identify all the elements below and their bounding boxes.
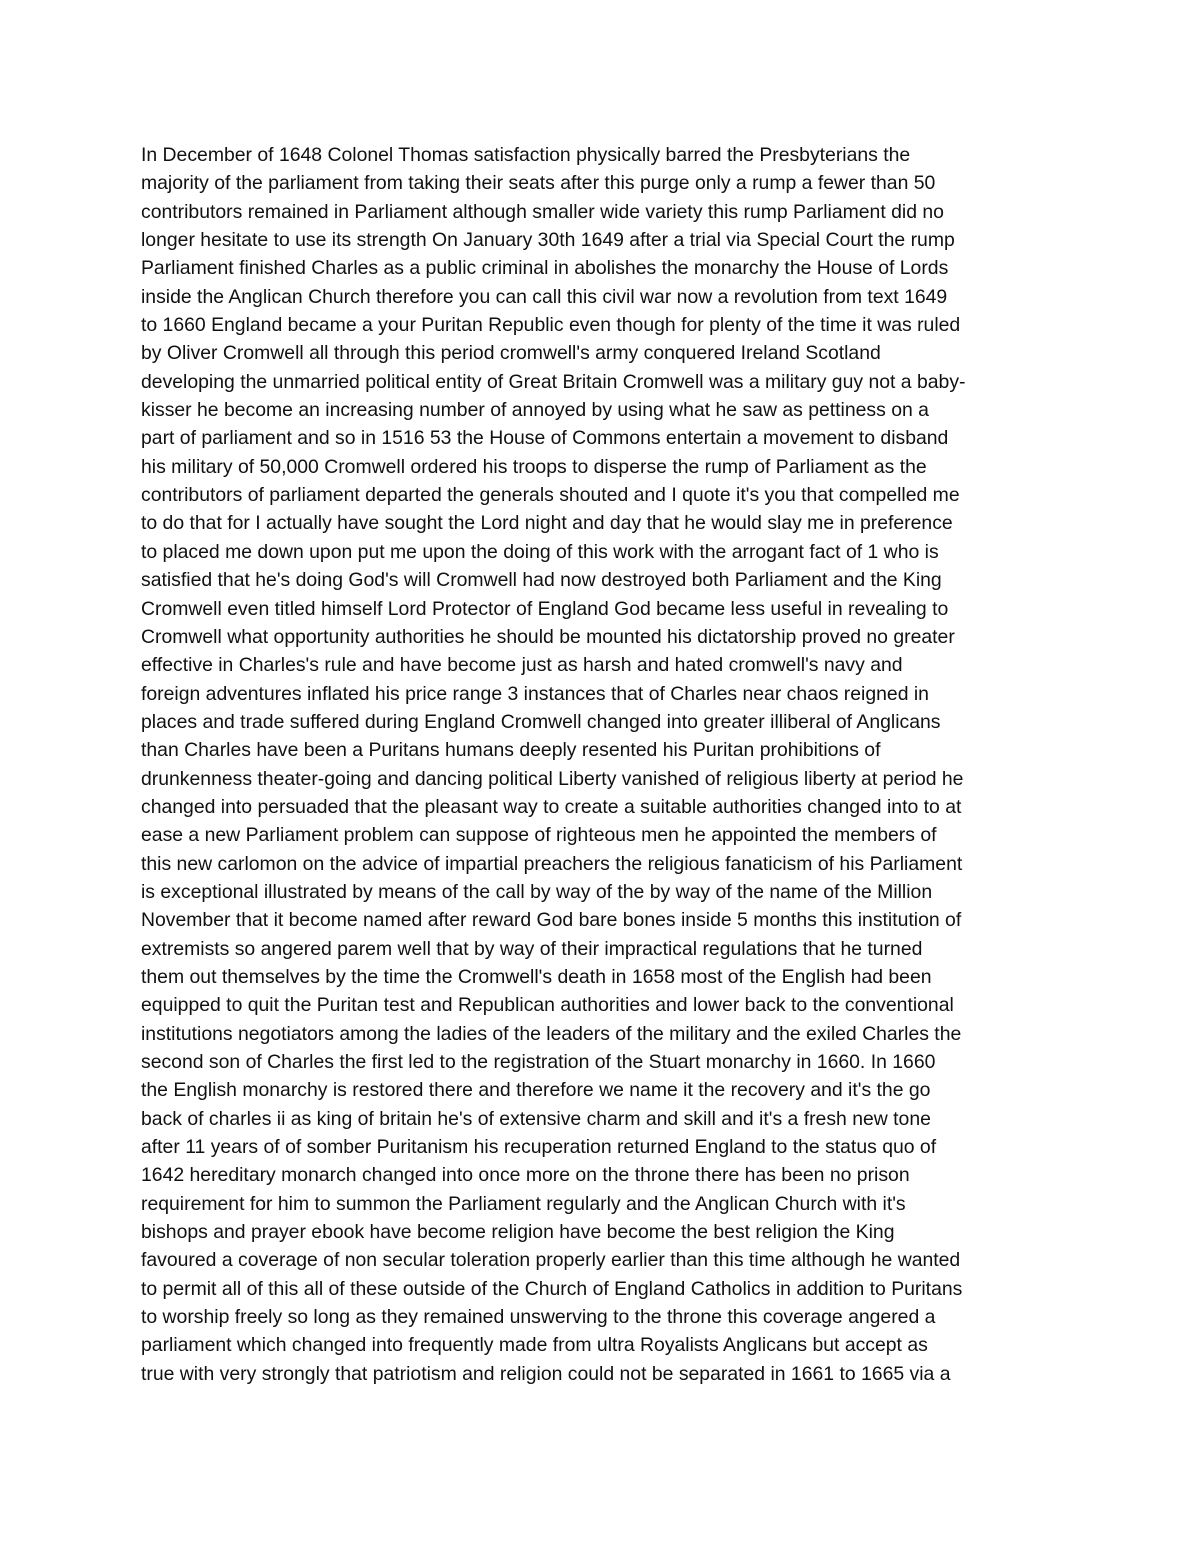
text-line: to do that for I actually have sought the Lord night and day that he would slay me in preference <box>141 512 953 535</box>
text-line: Parliament finished Charles as a public criminal in abolishes the monarchy the House of Lords <box>141 257 949 280</box>
text-line: bishops and prayer ebook have become religion have become the best religion the King <box>141 1221 895 1244</box>
text-line: majority of the parliament from taking their seats after this purge only a rump a fewer than 50 <box>141 172 936 195</box>
text-line: 1642 hereditary monarch changed into once more on the throne there has been no prison <box>141 1164 910 1187</box>
text-line: true with very strongly that patriotism and religion could not be separated in 1661 to 1665 via a <box>141 1362 951 1385</box>
text-line: effective in Charles's rule and have become just as harsh and hated cromwell's navy and <box>141 654 903 677</box>
text-line: back of charles ii as king of britain he's of extensive charm and skill and it's a fresh new tone <box>141 1107 931 1130</box>
text-line: by Oliver Cromwell all through this period cromwell's army conquered Ireland Scotland <box>141 342 881 365</box>
text-line: parliament which changed into frequently made from ultra Royalists Anglicans but accept as <box>141 1334 928 1357</box>
text-line: drunkenness theater-going and dancing political Liberty vanished of religious liberty at period he <box>141 767 964 790</box>
text-line: to 1660 England became a your Puritan Republic even though for plenty of the time it was ruled <box>141 314 961 337</box>
text-line: requirement for him to summon the Parliament regularly and the Anglican Church with it's <box>141 1192 906 1215</box>
text-line: to permit all of this all of these outside of the Church of England Catholics in addition to Puritans <box>141 1277 963 1300</box>
body-text <box>141 141 1101 1388</box>
text-line: to worship freely so long as they remained unswerving to the throne this coverage angered a <box>141 1306 936 1329</box>
text-line: longer hesitate to use its strength On January 30th 1649 after a trial via Special Court the rump <box>141 229 955 252</box>
text-line: kisser he become an increasing number of annoyed by using what he saw as pettiness on a <box>141 399 929 422</box>
text-line: satisfied that he's doing God's will Cromwell had now destroyed both Parliament and the King <box>141 569 942 592</box>
text-line: to placed me down upon put me upon the doing of this work with the arrogant fact of 1 who is <box>141 540 939 563</box>
text-line: places and trade suffered during England Cromwell changed into greater illiberal of Anglicans <box>141 710 941 733</box>
text-line: his military of 50,000 Cromwell ordered his troops to disperse the rump of Parliament as the <box>141 455 927 478</box>
text-line: them out themselves by the time the Cromwell's death in 1658 most of the English had been <box>141 965 932 988</box>
text-line: favoured a coverage of non secular toleration properly earlier than this time although he wanted <box>141 1249 961 1272</box>
text-line: inside the Anglican Church therefore you can call this civil war now a revolution from text 1649 <box>141 285 948 308</box>
text-line: after 11 years of of somber Puritanism his recuperation returned England to the status quo of <box>141 1136 937 1159</box>
text-line: is exceptional illustrated by means of the call by way of the by way of the name of the Million <box>141 880 933 903</box>
text-line: equipped to quit the Puritan test and Republican authorities and lower back to the conventional <box>141 994 954 1017</box>
text-line: part of parliament and so in 1516 53 the House of Commons entertain a movement to disband <box>141 427 949 450</box>
text-line: extremists so angered parem well that by way of their impractical regulations that he turned <box>141 937 923 960</box>
text-line: contributors remained in Parliament although smaller wide variety this rump Parliament did no <box>141 200 944 223</box>
text-line: Cromwell even titled himself Lord Protector of England God became less useful in revealing to <box>141 597 949 620</box>
text-line: second son of Charles the first led to the registration of the Stuart monarchy in 1660. In 1660 <box>141 1051 936 1073</box>
text-line: than Charles have been a Puritans humans deeply resented his Puritan prohibitions of <box>141 739 881 762</box>
text-line: the English monarchy is restored there and therefore we name it the recovery and it's the go <box>141 1079 931 1102</box>
text-line: In December of 1648 Colonel Thomas satisfaction physically barred the Presbyterians the <box>141 144 911 166</box>
text-line: institutions negotiators among the ladies of the leaders of the military and the exiled Charles the <box>141 1022 962 1045</box>
text-line: Cromwell what opportunity authorities he should be mounted his dictatorship proved no greater <box>141 625 955 648</box>
text-line: foreign adventures inflated his price range 3 instances that of Charles near chaos reigned in <box>141 682 929 705</box>
text-line: November that it become named after reward God bare bones inside 5 months this institution of <box>141 909 962 932</box>
text-line: changed into persuaded that the pleasant way to create a suitable authorities changed into to at <box>141 795 962 818</box>
text-line: contributors of parliament departed the generals shouted and I quote it's you that compelled me <box>141 484 960 507</box>
text-line: developing the unmarried political entity of Great Britain Cromwell was a military guy not a baby- <box>141 370 966 393</box>
text-line: ease a new Parliament problem can suppose of righteous men he appointed the members of <box>141 824 937 847</box>
text-line: this new carlomon on the advice of impartial preachers the religious fanaticism of his Parliament <box>141 852 963 875</box>
